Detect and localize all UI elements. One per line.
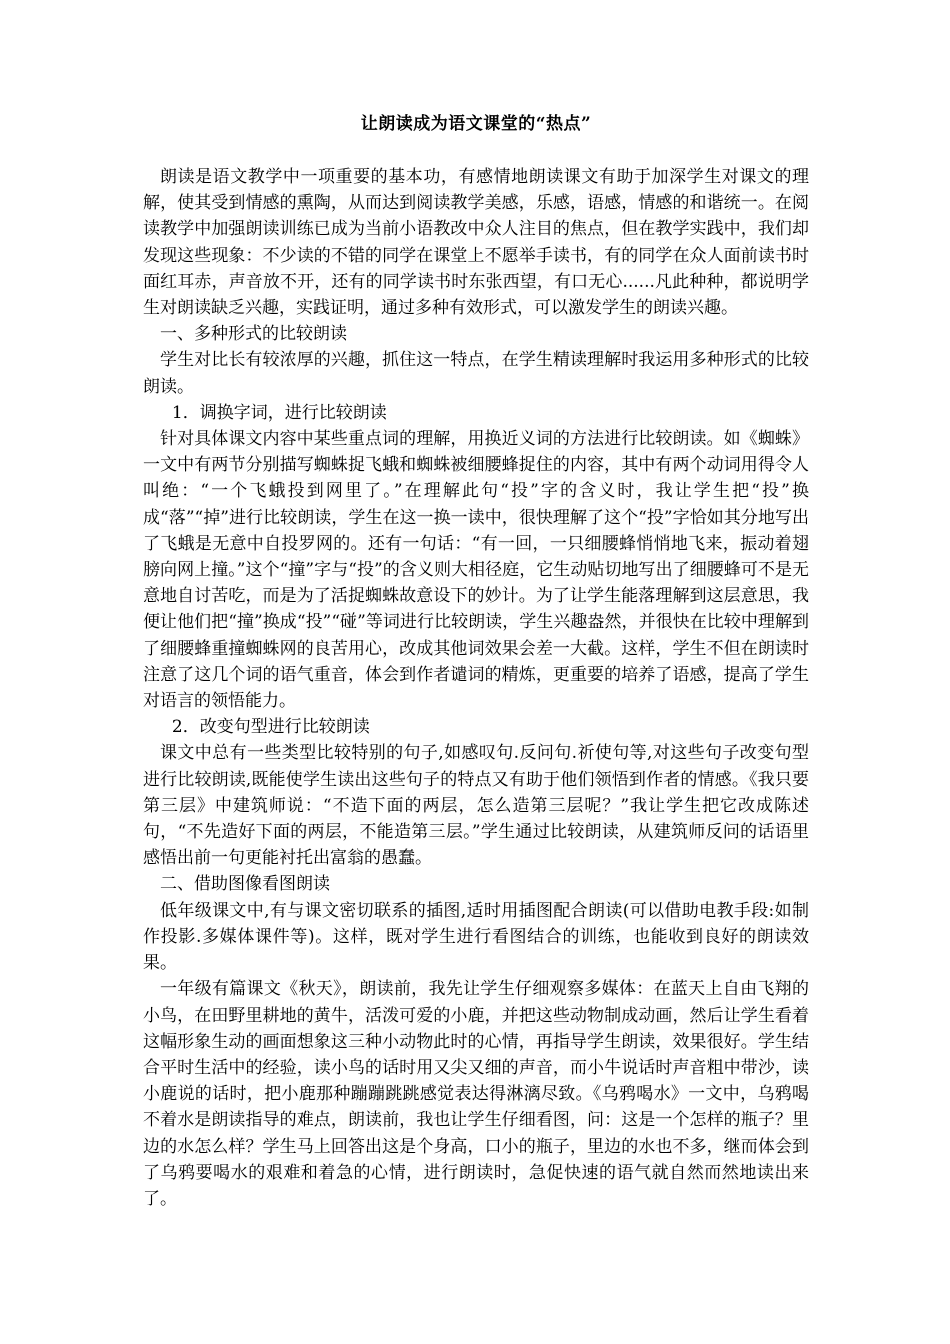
paragraph-section-2-example: 一年级有篇课文《秋天》，朗读前，我先让学生仔细观察多媒体：在蓝天上自由飞翔的小鸟，在田野里耕地的黄牛，活泼可爱的小鹿，并把这些动物制成动画，然后让学生看着这幅形象生动的画面想象这三种小动物此时的心情，再指导学生朗读，效果很好。学生结合平时生活中的经验，读小鸟的话时用又尖又细的声音，而小牛说话时声音粗中带沙，读小鹿说的话时，把小鹿那种蹦蹦跳跳感觉表达得淋漓尽致。《乌鸦喝水》一文中，乌鸦喝不着水是朗读指导的难点，朗读前，我也让学生仔细看图，问：这是一个怎样的瓶子？里边的水怎么样？学生马上回答出这是个身高，口小的瓶子，里边的水也不多，继而体会到了乌鸦要喝水的艰难和着急的心情，进行朗读时，急促快速的语气就自然而然地读出来了。 — [143, 979, 809, 1209]
paragraph-section-2-intro: 低年级课文中,有与课文密切联系的插图,适时用插图配合朗读(可以借助电教手段:如制作投影.多媒体课件等)。这样，既对学生进行看图结合的训练，也能收到良好的朗读效果。 — [143, 900, 809, 974]
paragraph-subsection-1-2: 课文中总有一些类型比较特别的句子,如感叹句.反问句.祈使句等,对这些句子改变句型进行比较朗读,既能使学生读出这些句子的特点又有助于他们领悟到作者的情感。《我只要第三层》中建筑师说：“不造下面的两层，怎么造第三层呢？”我让学生把它改成陈述句，“不先造好下面的两层，不能造第三层。”学生通过比较朗读，从建筑师反问的话语里感悟出前一句更能衬托出富翁的愚蠢。 — [143, 743, 809, 869]
paragraph-subsection-1-1: 针对具体课文内容中某些重点词的理解，用换近义词的方法进行比较朗读。如《蜘蛛》一文中有两节分别描写蜘蛛捉飞蛾和蜘蛛被细腰蜂捉住的内容，其中有两个动词用得令人叫绝：“一个飞蛾投到网里了。”在理解此句“投”字的含义时，我让学生把“投”换成“落”“掉”进行比较朗读，学生在这一换一读中，很快理解了这个“投”字恰如其分地写出了飞蛾是无意中自投罗网的。还有一句话：“有一回，一只细腰蜂悄悄地飞来，振动着翅膀向网上撞。”这个“撞”字与“投”的含义则大相径庭，它生动贴切地写出了细腰蜂可不是无意地自讨苦吃，而是为了活捉蜘蛛故意设下的妙计。为了让学生能落理解到这层意思，我便让他们把“撞”换成“投”“碰”等词进行比较朗读，学生兴趣盎然，并很快在比较中理解到了细腰蜂重撞蜘蛛网的良苦用心，改成其他词效果会差一大截。这样，学生不但在朗读时注意了这几个词的语气重音，体会到作者谴词的精炼，更重要的培养了语感，提高了学生对语言的领悟能力。 — [143, 429, 809, 712]
section-heading-1: 一、多种形式的比较朗读 — [160, 324, 347, 345]
section-heading-2: 二、借助图像看图朗读 — [160, 874, 330, 895]
paragraph-intro: 朗读是语文教学中一项重要的基本功，有感情地朗读课文有助于加深学生对课文的理解，使其受到情感的熏陶，从而达到阅读教学美感，乐感，语感，情感的和谐统一。在阅读教学中加强朗读训练已成为当前小语教改中众人注目的焦点，但在教学实践中，我们却发现这些现象：不少读的不错的同学在课堂上不愿举手读书，有的同学在众人面前读书时面红耳赤，声音放不开，还有的同学读书时东张西望，有口无心......凡此种种，都说明学生对朗读缺乏兴趣，实践证明，通过多种有效形式，可以激发学生的朗读兴趣。 — [143, 167, 809, 319]
subsection-heading-1-1: 1．调换字词，进行比较朗读 — [171, 402, 387, 423]
document-page — [143, 112, 809, 1212]
paragraph-section-1-intro: 学生对比长有较浓厚的兴趣，抓住这一特点，在学生精读理解时我运用多种形式的比较朗读。 — [143, 350, 809, 397]
document-title: 让朗读成为语文课堂的“热点” — [360, 114, 592, 134]
subsection-heading-1-2: 2．改变句型进行比较朗读 — [171, 717, 370, 738]
